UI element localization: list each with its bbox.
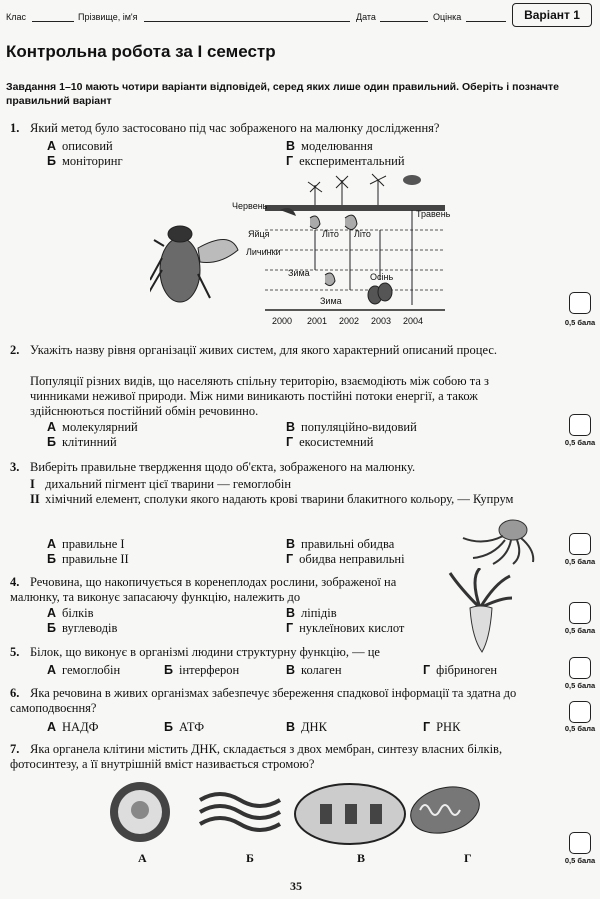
points-6: 0,5 бала <box>564 724 596 733</box>
grade-field[interactable] <box>466 12 506 22</box>
question-4: 4. Речовина, що накопичується в коренеплодах рослини, зображеної на малюнку, та виконує запасаючу функцію, належить до <box>10 575 397 604</box>
organelle-label-g: Г <box>464 851 472 865</box>
fig-year-2001: 2001 <box>307 316 328 326</box>
q3-option-v[interactable]: В правильні обидва <box>286 537 395 551</box>
answer-box-1[interactable] <box>569 292 591 314</box>
q1-option-g[interactable]: Г експериментальний <box>286 154 405 168</box>
variant-badge: Варіант 1 <box>512 3 592 27</box>
fig-label-may: Травень <box>416 209 451 219</box>
question-2-passage: Популяції різних видів, що населяють спільну територію, взаємодіють між собою та з чинниками неживої природи. Між ними виникають постійні потоки енергії, а також здійснюються постійний обмін речовинно. <box>30 374 489 418</box>
q3-statement-2: ІІ хімічний елемент, сполуки якого надають крові тварини блакитного кольору, — Купрум <box>30 492 514 506</box>
question-6: 6. Яка речовина в живих організмах забезпечує збереження спадкової інформації та здатна до самоподвоєння? <box>10 686 517 715</box>
q5-option-b[interactable]: Б інтерферон <box>164 663 240 677</box>
organelle-label-a: А <box>138 851 147 865</box>
q4-option-a[interactable]: А білків <box>47 606 94 620</box>
octopus-image <box>453 516 538 566</box>
root-vegetable-image <box>440 568 520 653</box>
points-1: 0,5 бала <box>564 318 596 327</box>
organelle-g-mitochondrion <box>405 780 480 840</box>
beetle-drawing <box>150 226 238 302</box>
page-title: Контрольна робота за І семестр <box>6 42 276 61</box>
question-6-text: Яка речовина в живих організмах забезпечує збереження спадкової інформації та здатна до самоподвоєння? <box>10 686 517 715</box>
grade-label: Оцінка <box>433 12 462 22</box>
fig-year-2002: 2002 <box>339 316 360 326</box>
fig-label-summer2: Літо <box>354 229 371 239</box>
organelles-figure <box>100 780 480 850</box>
fig-label-autumn: Осінь <box>370 272 394 282</box>
fig-label-june: Червень <box>232 201 268 211</box>
q1-option-v[interactable]: В моделювання <box>286 139 373 153</box>
question-5-text: Білок, що виконує в організмі людини структурну функцію, — це <box>30 645 380 659</box>
q2-option-g[interactable]: Г екосистемний <box>286 435 374 449</box>
q4-option-b[interactable]: Б вуглеводів <box>47 621 118 635</box>
page-number: 35 <box>290 879 302 893</box>
points-2: 0,5 бала <box>564 438 596 447</box>
organelle-a-nucleus <box>110 782 170 842</box>
q5-option-g[interactable]: Г фібриноген <box>423 663 498 677</box>
question-5: 5. Білок, що виконує в організмі людини структурну функцію, — це <box>10 645 380 659</box>
answer-box-2[interactable] <box>569 414 591 436</box>
q3-option-b[interactable]: Б правильне ІІ <box>47 552 129 566</box>
question-7-text: Яка органела клітини містить ДНК, складається з двох мембран, синтезу власних білків, фотосинтезу, а її внутрішній вміст називається стромою? <box>10 742 503 771</box>
fig-label-summer1: Літо <box>322 229 339 239</box>
fig-year-2004: 2004 <box>403 316 424 326</box>
points-3: 0,5 бала <box>564 557 596 566</box>
answer-box-7[interactable] <box>569 832 591 854</box>
points-5: 0,5 бала <box>564 681 596 690</box>
q1-option-a[interactable]: А описовий <box>47 139 113 153</box>
question-4-text: Речовина, що накопичується в коренеплодах рослини, зображеної на малюнку, та виконує запасаючу функцію, належить до <box>10 575 397 604</box>
answer-box-6[interactable] <box>569 701 591 723</box>
organelle-v-chloroplast <box>295 784 405 844</box>
instructions: Завдання 1–10 мають чотири варіанти відповідей, серед яких лише один правильний. Оберіть і позначте правильний варіант <box>6 81 559 107</box>
question-2-text: Укажіть назву рівня організації живих систем, для якого характерний описаний процес. <box>30 343 498 357</box>
fig-year-2003: 2003 <box>371 316 392 326</box>
class-label: Клас <box>6 12 26 22</box>
date-label: Дата <box>356 12 376 22</box>
question-2: 2. Укажіть назву рівня організації живих систем, для якого характерний описаний процес. <box>10 343 498 357</box>
question-3-text: Виберіть правильне твердження щодо об'єкта, зображеного на малюнку. <box>30 460 416 474</box>
question-7: 7. Яка органела клітини містить ДНК, складається з двох мембран, синтезу власних білків, фотосинтезу, а її внутрішній вміст називається стромою? <box>10 742 503 771</box>
answer-box-4[interactable] <box>569 602 591 624</box>
fig-year-2000: 2000 <box>272 316 293 326</box>
q2-option-b[interactable]: Б клітинний <box>47 435 117 449</box>
name-label: Прізвище, ім'я <box>78 12 138 22</box>
fig-label-winter2: Зима <box>320 296 342 306</box>
q3-statement-1: І дихальний пігмент цієї тварини — гемоглобін <box>30 477 292 491</box>
fig-label-larvae: Личинки <box>246 247 281 257</box>
q3-option-a[interactable]: А правильне І <box>47 537 125 551</box>
beetle-lifecycle-figure <box>150 170 460 330</box>
q6-option-b[interactable]: Б АТФ <box>164 720 205 734</box>
q2-option-a[interactable]: А молекулярний <box>47 420 138 434</box>
q2-option-v[interactable]: В популяційно-видовий <box>286 420 417 434</box>
question-1: 1. Який метод було застосовано під час зображеного на малюнку дослідження? <box>10 121 440 135</box>
q6-option-v[interactable]: В ДНК <box>286 720 327 734</box>
answer-box-3[interactable] <box>569 533 591 555</box>
date-field[interactable] <box>380 12 428 22</box>
question-3: 3. Виберіть правильне твердження щодо об'єкта, зображеного на малюнку. <box>10 460 416 474</box>
points-4: 0,5 бала <box>564 626 596 635</box>
q1-option-b[interactable]: Б моніторинг <box>47 154 123 168</box>
organelle-label-b: Б <box>246 851 254 865</box>
class-field[interactable] <box>32 12 74 22</box>
answer-box-5[interactable] <box>569 657 591 679</box>
fig-label-eggs: Яйця <box>248 229 270 239</box>
organelle-b-golgi <box>200 794 280 830</box>
q3-option-g[interactable]: Г обидва неправильні <box>286 552 405 566</box>
q4-option-g[interactable]: Г нуклеїнових кислот <box>286 621 405 635</box>
question-1-text: Який метод було застосовано під час зображеного на малюнку дослідження? <box>30 121 440 135</box>
name-field[interactable] <box>144 12 350 22</box>
q6-option-g[interactable]: Г РНК <box>423 720 461 734</box>
fig-label-winter1: Зима <box>288 268 310 278</box>
q4-option-v[interactable]: В ліпідів <box>286 606 337 620</box>
q5-option-v[interactable]: В колаген <box>286 663 342 677</box>
points-7: 0,5 бала <box>564 856 596 865</box>
q5-option-a[interactable]: А гемоглобін <box>47 663 121 677</box>
q6-option-a[interactable]: А НАДФ <box>47 720 99 734</box>
organelle-label-v: В <box>357 851 366 865</box>
